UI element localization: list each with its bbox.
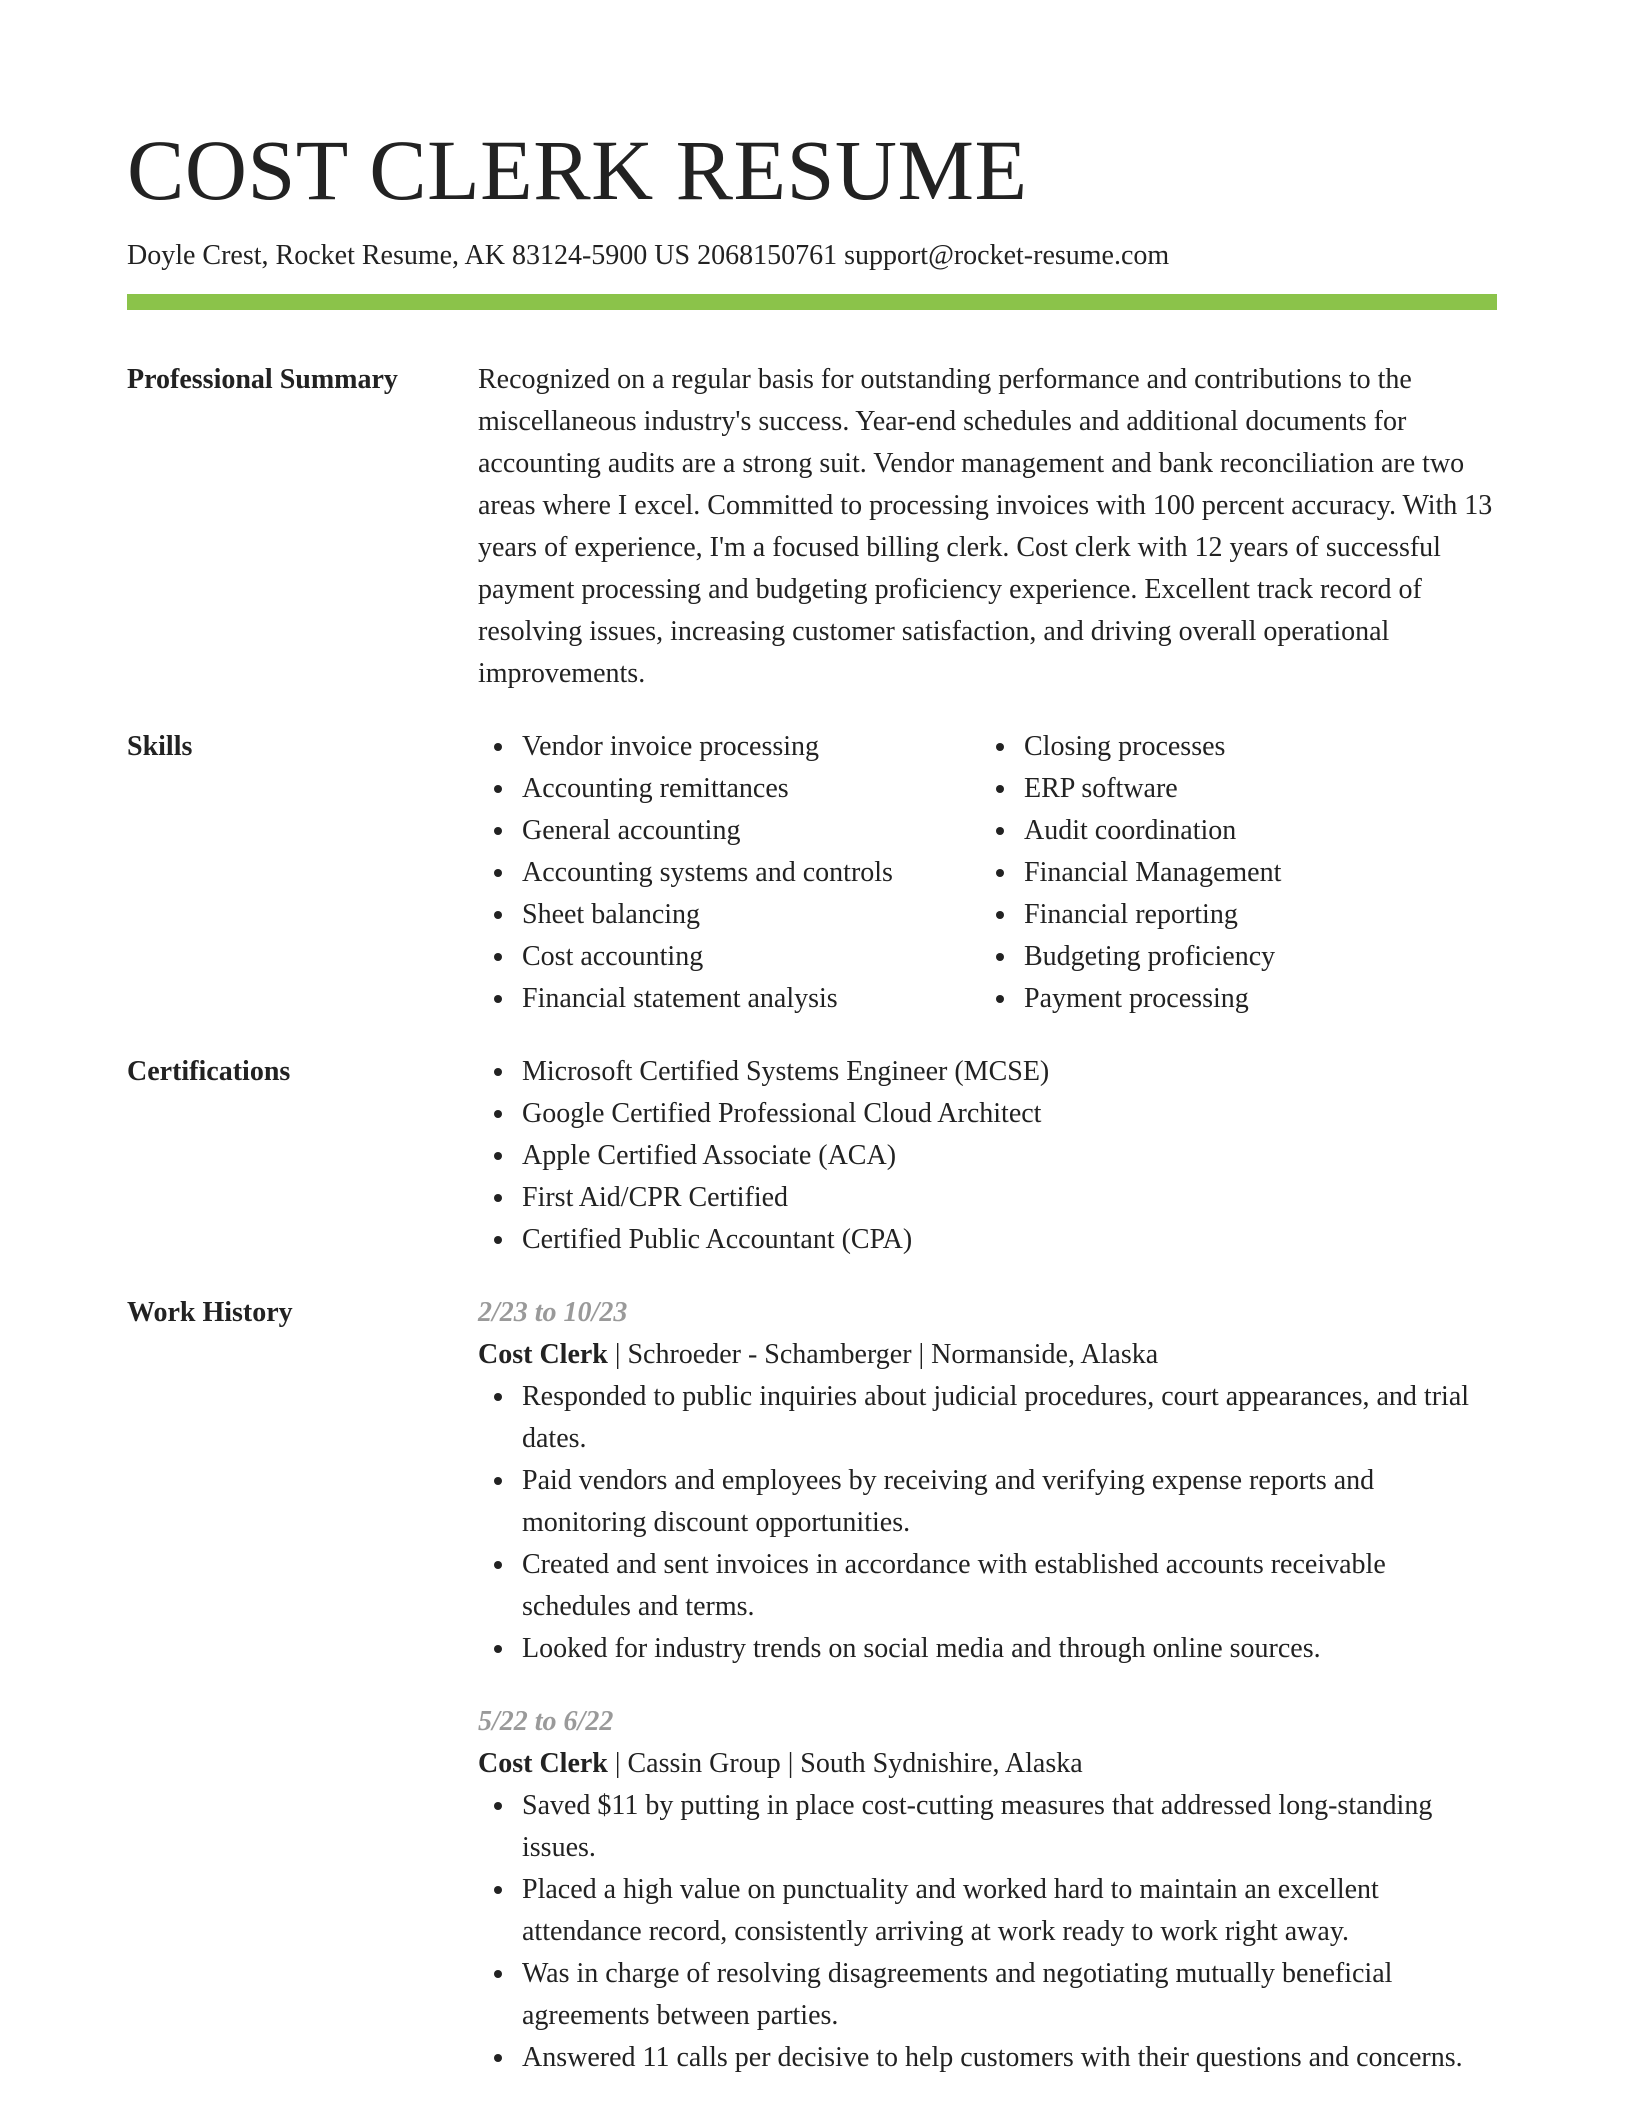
job-duty-item: Answered 11 calls per decisive to help customers with their questions and concerns. xyxy=(478,2037,1497,2079)
certification-item: First Aid/CPR Certified xyxy=(478,1177,1497,1219)
job-duty-item: Responded to public inquiries about judicial procedures, court appearances, and trial dates. xyxy=(478,1376,1497,1460)
skill-item: Accounting remittances xyxy=(478,768,980,810)
resume-title: COST CLERK RESUME xyxy=(127,122,1028,218)
certification-item: Apple Certified Associate (ACA) xyxy=(478,1135,1497,1177)
job-duty-item: Was in charge of resolving disagreements and negotiating mutually beneficial agreements between parties. xyxy=(478,1953,1497,2037)
certifications-section xyxy=(127,1051,1497,1261)
skills-label: Skills xyxy=(127,731,193,762)
job-duty-item: Created and sent invoices in accordance with established accounts receivable schedules and terms. xyxy=(478,1544,1497,1628)
job-dates: 2/23 to 10/23 xyxy=(478,1297,628,1328)
skill-item: Financial reporting xyxy=(980,894,1497,936)
accent-divider xyxy=(127,294,1497,310)
skill-item: Audit coordination xyxy=(980,810,1497,852)
job-header xyxy=(478,1743,1497,1785)
skill-item: Financial statement analysis xyxy=(478,978,980,1020)
job-header xyxy=(478,1334,1497,1376)
job-details: | Cassin Group | South Sydnishire, Alaska xyxy=(607,1748,1083,1779)
work-history-section xyxy=(127,1292,1497,2079)
job-title: Cost Clerk xyxy=(478,1339,608,1370)
work-history-label: Work History xyxy=(127,1297,293,1328)
job-title: Cost Clerk xyxy=(478,1748,608,1779)
skill-item: Closing processes xyxy=(980,726,1497,768)
skill-item: Payment processing xyxy=(980,978,1497,1020)
summary-section xyxy=(127,359,1497,695)
skill-item: Vendor invoice processing xyxy=(478,726,980,768)
certifications-label: Certifications xyxy=(127,1056,291,1087)
certification-item: Certified Public Accountant (CPA) xyxy=(478,1219,1497,1261)
certifications-list xyxy=(478,1051,1497,1261)
skills-body xyxy=(478,726,1497,1020)
job-duties-list xyxy=(478,1376,1497,1670)
skill-item: Budgeting proficiency xyxy=(980,936,1497,978)
contact-line: Doyle Crest, Rocket Resume, AK 83124-5900 US 2068150761 support@rocket-resume.com xyxy=(127,240,1170,271)
skill-item: ERP software xyxy=(980,768,1497,810)
summary-body xyxy=(478,359,1497,695)
job-duty-item: Placed a high value on punctuality and worked hard to maintain an excellent attendance record, consistently arriving at work ready to work right away. xyxy=(478,1869,1497,1953)
job-duty-item: Looked for industry trends on social media and through online sources. xyxy=(478,1628,1497,1670)
skill-item: Cost accounting xyxy=(478,936,980,978)
job-duty-item: Paid vendors and employees by receiving and verifying expense reports and monitoring discount opportunities. xyxy=(478,1460,1497,1544)
summary-label: Professional Summary xyxy=(127,364,398,395)
skills-list-left xyxy=(478,726,980,1020)
certification-item: Microsoft Certified Systems Engineer (MCSE) xyxy=(478,1051,1497,1093)
skill-item: Financial Management xyxy=(980,852,1497,894)
job-entry xyxy=(478,1292,1497,1670)
skill-item: General accounting xyxy=(478,810,980,852)
job-duties-list xyxy=(478,1785,1497,2079)
resume-page xyxy=(127,0,1497,2079)
work-history-body xyxy=(478,1292,1497,2079)
summary-text: Recognized on a regular basis for outstanding performance and contributions to the miscellaneous industry's success. Year-end schedules and additional documents for accounting audits are a strong suit. Vendor management and bank reconciliation are two areas where I excel. Committed to processing invoices with 100 percent accuracy. With 13 years of experience, I'm a focused billing clerk. Cost clerk with 12 years of successful payment processing and budgeting proficiency experience. Excellent track record of resolving issues, increasing customer satisfaction, and driving overall operational improvements. xyxy=(478,364,1493,689)
certifications-body xyxy=(478,1051,1497,1261)
certification-item: Google Certified Professional Cloud Architect xyxy=(478,1093,1497,1135)
skills-list-right xyxy=(980,726,1497,1020)
skills-section xyxy=(127,726,1497,1020)
job-details: | Schroeder - Schamberger | Normanside, Alaska xyxy=(607,1339,1159,1370)
skill-item: Accounting systems and controls xyxy=(478,852,980,894)
job-duty-item: Saved $11 by putting in place cost-cutting measures that addressed long-standing issues. xyxy=(478,1785,1497,1869)
skill-item: Sheet balancing xyxy=(478,894,980,936)
job-entry xyxy=(478,1701,1497,2079)
job-dates: 5/22 to 6/22 xyxy=(478,1706,614,1737)
